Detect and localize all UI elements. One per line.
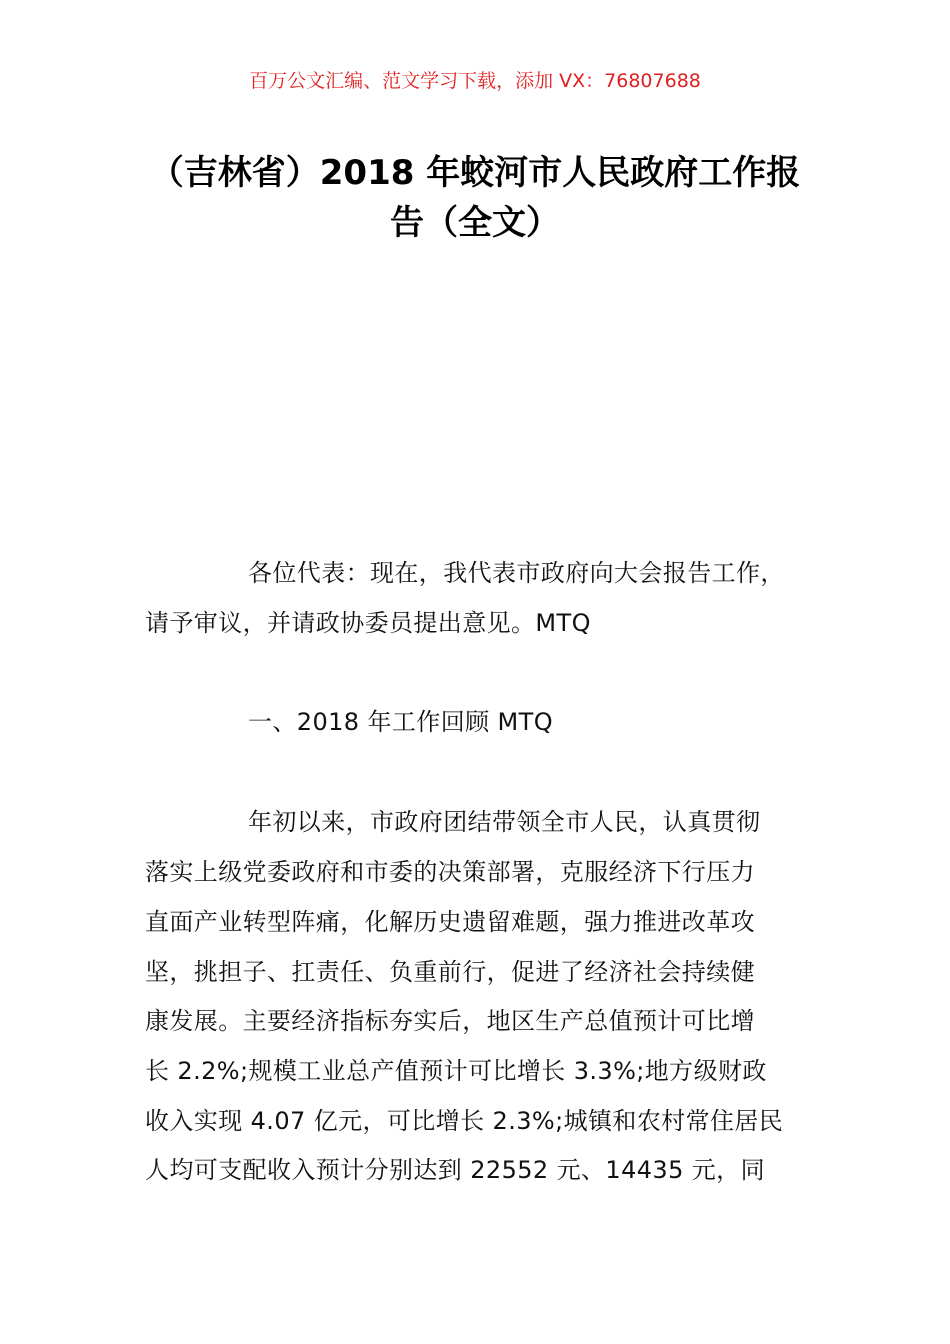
paragraph-line: 长 2.2%;规模工业总产值预计可比增长 3.3%;地方级财政: [145, 1057, 767, 1085]
watermark-header: 百万公文汇编、范文学习下载，添加 VX：76807688: [249, 70, 701, 92]
paragraph-line: 康发展。主要经济指标夯实后，地区生产总值预计可比增: [145, 1007, 755, 1035]
document-title: [0, 148, 950, 248]
paragraph-line: 落实上级党委政府和市委的决策部署，克服经济下行压力: [145, 858, 755, 886]
paragraph-line: 收入实现 4.07 亿元，可比增长 2.3%;城镇和农村常住居民: [145, 1107, 784, 1135]
paragraph-line: 请予审议，并请政协委员提出意见。MTQ: [145, 609, 591, 637]
title-line-2: 告（全文）: [390, 203, 560, 243]
title-line-1: （吉林省）2018 年蛟河市人民政府工作报: [149, 153, 801, 193]
paragraph-line: 坚，挑担子、扛责任、负重前行，促进了经济社会持续健: [145, 958, 755, 986]
section-heading: 一、2018 年工作回顾 MTQ: [248, 708, 553, 736]
paragraph-line: 直面产业转型阵痛，化解历史遗留难题，强力推进改革攻: [145, 908, 755, 936]
paragraph-line: 年初以来，市政府团结带领全市人民，认真贯彻: [248, 808, 761, 836]
paragraph-line: 各位代表：现在，我代表市政府向大会报告工作，: [248, 559, 785, 587]
paragraph-line: 人均可支配收入预计分别达到 22552 元、14435 元，同: [145, 1156, 765, 1184]
